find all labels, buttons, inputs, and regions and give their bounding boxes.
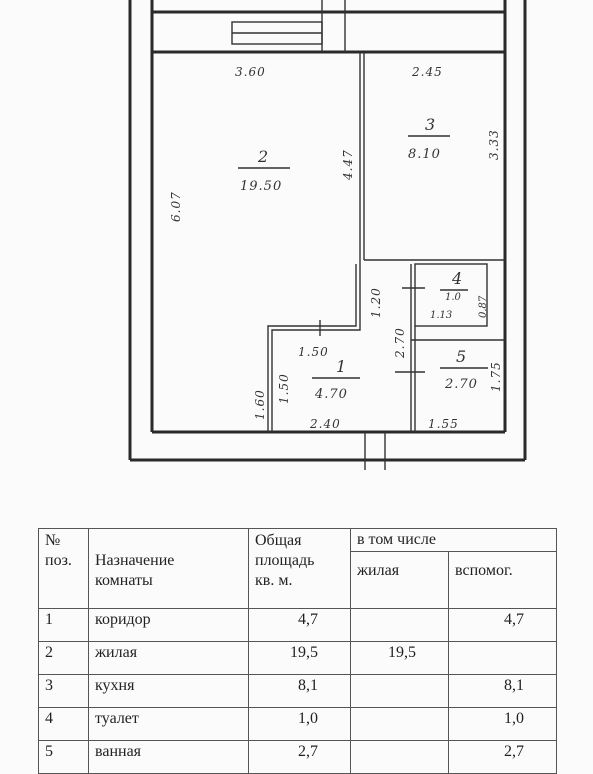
cell-name: туалет	[89, 708, 249, 741]
cell-total: 1,0	[249, 708, 351, 741]
table-row	[39, 675, 557, 708]
cell-aux: 8,1	[449, 675, 557, 708]
dim-corridor-mid: 2.70	[393, 327, 407, 358]
cell-aux	[449, 642, 557, 675]
header-aux: вспомог.	[449, 552, 557, 609]
table-row	[39, 741, 557, 774]
table-row	[39, 708, 557, 741]
dim-corridor-left-inner: 1.50	[277, 373, 291, 404]
header-including: в том числе	[351, 529, 557, 552]
room-4-number: 4	[452, 269, 463, 288]
cell-total: 19,5	[249, 642, 351, 675]
cell-pos: 2	[39, 642, 89, 675]
dim-bath-right: 1.75	[489, 361, 503, 392]
room-5-area: 2.70	[445, 377, 478, 392]
room-2-area: 19.50	[240, 179, 283, 194]
dim-top-right: 2.45	[412, 65, 443, 79]
room-3-area: 8.10	[408, 147, 441, 162]
dim-corridor-upper: 1.20	[369, 287, 383, 318]
room-2-number: 2	[258, 147, 269, 166]
table-header-row	[39, 529, 557, 552]
cell-total: 8,1	[249, 675, 351, 708]
dim-corridor-bottom: 2.40	[310, 417, 341, 431]
cell-total: 4,7	[249, 609, 351, 642]
toilet-width: 1.0	[445, 292, 461, 303]
cell-name: кухня	[89, 675, 249, 708]
room-5-number: 5	[456, 347, 467, 366]
room-1-number: 1	[336, 357, 347, 376]
dim-top-left: 3.60	[235, 65, 266, 79]
cell-pos: 1	[39, 609, 89, 642]
room-1-area: 4.70	[315, 387, 348, 402]
cell-name: коридор	[89, 609, 249, 642]
cell-aux: 4,7	[449, 609, 557, 642]
cell-pos: 3	[39, 675, 89, 708]
cell-pos: 5	[39, 741, 89, 774]
dim-corridor-left: 1.60	[253, 389, 267, 420]
cell-living	[351, 741, 449, 774]
table-row	[39, 609, 557, 642]
cell-pos: 4	[39, 708, 89, 741]
cell-name: жилая	[89, 642, 249, 675]
header-living: жилая	[351, 552, 449, 609]
dim-toilet-right: 0.87	[478, 295, 489, 318]
header-purpose: Назначение комнаты	[89, 529, 249, 609]
dim-room3-right: 3.33	[487, 129, 501, 160]
header-pos: № поз.	[39, 529, 89, 609]
room-3-number: 3	[425, 115, 436, 134]
cell-aux: 1,0	[449, 708, 557, 741]
dim-corridor-top: 1.50	[298, 345, 329, 359]
table-row	[39, 642, 557, 675]
dim-room2-right: 4.47	[341, 149, 355, 180]
cell-living	[351, 708, 449, 741]
dim-bath-bottom: 1.55	[428, 417, 459, 431]
cell-aux: 2,7	[449, 741, 557, 774]
cell-living	[351, 609, 449, 642]
dim-left-height: 6.07	[169, 191, 183, 222]
cell-total: 2,7	[249, 741, 351, 774]
header-total-area: Общая площадь кв. м.	[249, 529, 351, 609]
cell-living	[351, 675, 449, 708]
room-4-area: 1.13	[430, 310, 453, 321]
cell-name: ванная	[89, 741, 249, 774]
cell-living: 19,5	[351, 642, 449, 675]
room-area-table	[38, 528, 557, 774]
